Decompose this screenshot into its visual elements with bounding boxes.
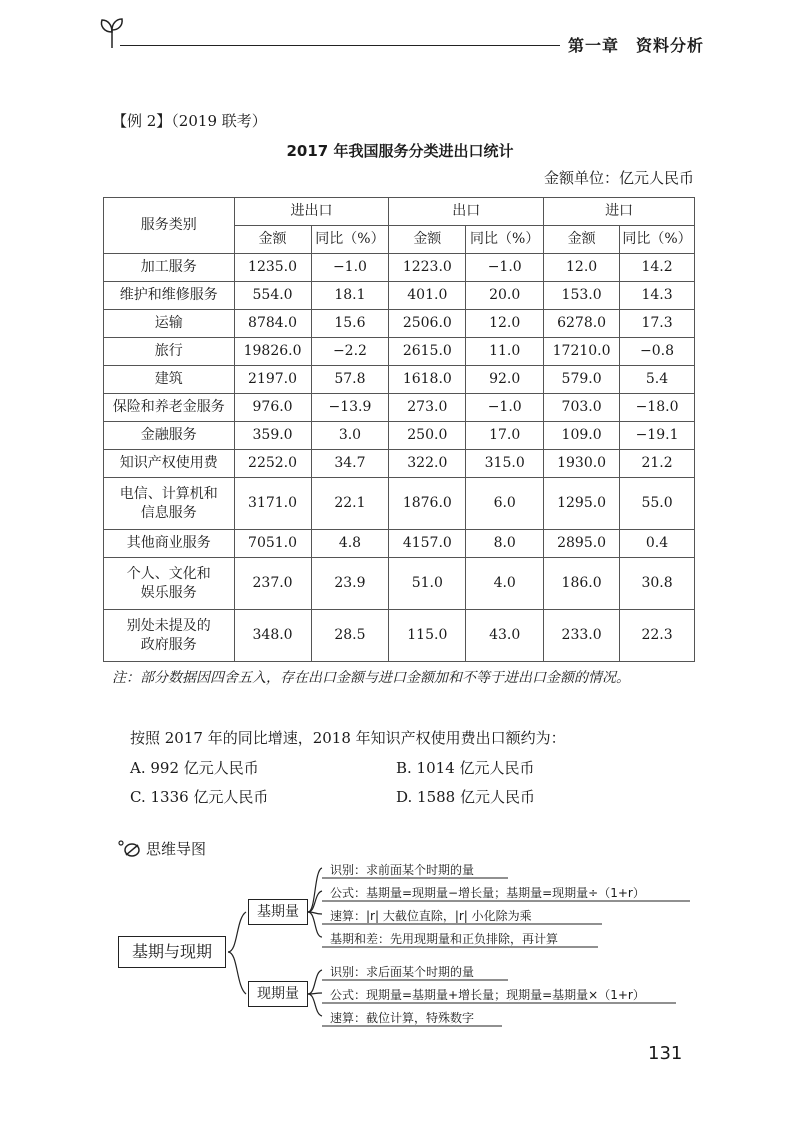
mindmap-current-line: 公式：现期量=基期量+增长量；现期量=基期量×（1+r） <box>330 988 645 1002</box>
table-cell: 20.0 <box>466 282 544 310</box>
table-cell: 186.0 <box>544 558 620 610</box>
table-cell: 250.0 <box>389 422 466 450</box>
table-cell: 30.8 <box>620 558 695 610</box>
row-category-text: 信息服务 <box>140 504 197 521</box>
table-cell: 3171.0 <box>234 478 311 530</box>
table-cell: −18.0 <box>620 394 695 422</box>
table-cell: 7051.0 <box>234 530 311 558</box>
table-cell: 322.0 <box>389 450 466 478</box>
row-category-text: 加工服务 <box>140 259 197 275</box>
table-cell: −1.0 <box>311 254 389 282</box>
table-cell: 401.0 <box>389 282 466 310</box>
table-cell: 19826.0 <box>234 338 311 366</box>
table-cell: 6.0 <box>466 478 544 530</box>
table-cell: 0.4 <box>620 530 695 558</box>
row-category-text: 维护和维修服务 <box>119 287 218 303</box>
option-a[interactable]: A. 992 亿元人民币 <box>130 759 259 777</box>
table-cell: 4157.0 <box>389 530 466 558</box>
table-cell: 2252.0 <box>234 450 311 478</box>
table-cell: 22.1 <box>311 478 389 530</box>
option-c[interactable]: C. 1336 亿元人民币 <box>130 788 269 806</box>
table-cell: −0.8 <box>620 338 695 366</box>
row-category-text: 个人、文化和 <box>126 565 211 582</box>
mindmap-current-line: 识别：求后面某个时期的量 <box>330 965 475 979</box>
table-cell: 34.7 <box>311 450 389 478</box>
table-cell: −2.2 <box>311 338 389 366</box>
sub-header: 同比（%） <box>620 226 695 254</box>
table-cell: 153.0 <box>544 282 620 310</box>
row-category-text: 知识产权使用费 <box>119 455 218 471</box>
table-cell: 17210.0 <box>544 338 620 366</box>
table-cell: 18.1 <box>311 282 389 310</box>
table-cell: −19.1 <box>620 422 695 450</box>
table-cell: −1.0 <box>466 254 544 282</box>
table-cell: 1930.0 <box>544 450 620 478</box>
table-cell: 55.0 <box>620 478 695 530</box>
table-cell: −13.9 <box>311 394 389 422</box>
table-cell: 12.0 <box>466 310 544 338</box>
table-cell: 43.0 <box>466 610 544 662</box>
row-category-text: 运输 <box>154 315 183 331</box>
table-cell: 12.0 <box>544 254 620 282</box>
sub-header: 金额 <box>389 226 466 254</box>
table-cell: 14.3 <box>620 282 695 310</box>
table-cell: 6278.0 <box>544 310 620 338</box>
mindmap-current-line: 速算：截位计算，特殊数字 <box>330 1011 475 1025</box>
option-b[interactable]: B. 1014 亿元人民币 <box>396 759 535 777</box>
sub-header: 金额 <box>234 226 311 254</box>
sub-header: 同比（%） <box>311 226 389 254</box>
table-cell: 1876.0 <box>389 478 466 530</box>
row-category-text: 其他商业服务 <box>126 535 211 551</box>
table-cell: 8.0 <box>466 530 544 558</box>
table-cell: 1618.0 <box>389 366 466 394</box>
table-cell: 315.0 <box>466 450 544 478</box>
table-cell: 17.0 <box>466 422 544 450</box>
mindmap-base-line: 公式：基期量=现期量−增长量；基期量=现期量÷（1+r） <box>330 886 645 900</box>
table-cell: 21.2 <box>620 450 695 478</box>
table-cell: 2197.0 <box>234 366 311 394</box>
table-cell: 579.0 <box>544 366 620 394</box>
page-number: 131 <box>648 1043 683 1064</box>
table-cell: 976.0 <box>234 394 311 422</box>
sub-header: 金额 <box>544 226 620 254</box>
table-cell: 703.0 <box>544 394 620 422</box>
table-cell: 92.0 <box>466 366 544 394</box>
mindmap-base-line: 基期和差：先用现期量和正负排除，再计算 <box>330 932 559 946</box>
group-header: 进口 <box>544 198 695 226</box>
mindmap-base-line: 速算：|r| 大截位直除，|r| 小化除为乘 <box>330 909 532 923</box>
table-cell: 1235.0 <box>234 254 311 282</box>
table-cell: 2615.0 <box>389 338 466 366</box>
table-cell: 57.8 <box>311 366 389 394</box>
table-cell: 273.0 <box>389 394 466 422</box>
table-title: 2017 年我国服务分类进出口统计 <box>286 142 514 160</box>
mindmap-current-node: 现期量 <box>248 981 308 1007</box>
table-cell: 23.9 <box>311 558 389 610</box>
row-category-text: 电信、计算机和 <box>119 485 218 502</box>
table-cell: 359.0 <box>234 422 311 450</box>
table-cell: −1.0 <box>466 394 544 422</box>
table-cell: 237.0 <box>234 558 311 610</box>
group-header: 出口 <box>389 198 544 226</box>
table-cell: 14.2 <box>620 254 695 282</box>
table-cell: 1223.0 <box>389 254 466 282</box>
row-category-text: 金融服务 <box>140 427 197 443</box>
row-category-text: 政府服务 <box>140 636 197 653</box>
row-category-text: 别处未提及的 <box>126 617 211 634</box>
table-cell: 15.6 <box>311 310 389 338</box>
table-cell: 348.0 <box>234 610 311 662</box>
row-category-text: 建筑 <box>154 371 183 387</box>
table-cell: 115.0 <box>389 610 466 662</box>
table-cell: 109.0 <box>544 422 620 450</box>
row-category-text: 娱乐服务 <box>140 584 197 601</box>
question-text: 按照 2017 年的同比增速，2018 年知识产权使用费出口额约为： <box>130 729 566 747</box>
table-note: 注：部分数据因四舍五入，存在出口金额与进口金额加和不等于进出口金额的情况。 <box>112 670 630 686</box>
row-category-text: 保险和养老金服务 <box>112 399 225 415</box>
mindmap-base-line: 识别：求前面某个时期的量 <box>330 863 475 877</box>
table-cell: 2895.0 <box>544 530 620 558</box>
table-cell: 4.8 <box>311 530 389 558</box>
table-cell: 28.5 <box>311 610 389 662</box>
table-cell: 2506.0 <box>389 310 466 338</box>
row-category-text: 旅行 <box>154 343 183 359</box>
mindmap-heading-text: 思维导图 <box>146 840 207 858</box>
table-cell: 5.4 <box>620 366 695 394</box>
option-d[interactable]: D. 1588 亿元人民币 <box>396 788 535 806</box>
unit-label: 金额单位：亿元人民币 <box>543 169 694 187</box>
table-cell: 11.0 <box>466 338 544 366</box>
table-cell: 17.3 <box>620 310 695 338</box>
mindmap-root-node: 基期与现期 <box>118 936 226 968</box>
table-cell: 51.0 <box>389 558 466 610</box>
sub-header: 同比（%） <box>466 226 544 254</box>
table-cell: 4.0 <box>466 558 544 610</box>
table-cell: 233.0 <box>544 610 620 662</box>
table-cell: 554.0 <box>234 282 311 310</box>
mindmap-base-node: 基期量 <box>248 899 308 925</box>
category-header: 服务类别 <box>104 198 235 254</box>
table-cell: 3.0 <box>311 422 389 450</box>
example-label: 【例 2】（2019 联考） <box>112 112 267 130</box>
chapter-title: 第一章 资料分析 <box>568 36 705 55</box>
table-cell: 1295.0 <box>544 478 620 530</box>
table-cell: 8784.0 <box>234 310 311 338</box>
group-header: 进出口 <box>234 198 389 226</box>
table-cell: 22.3 <box>620 610 695 662</box>
